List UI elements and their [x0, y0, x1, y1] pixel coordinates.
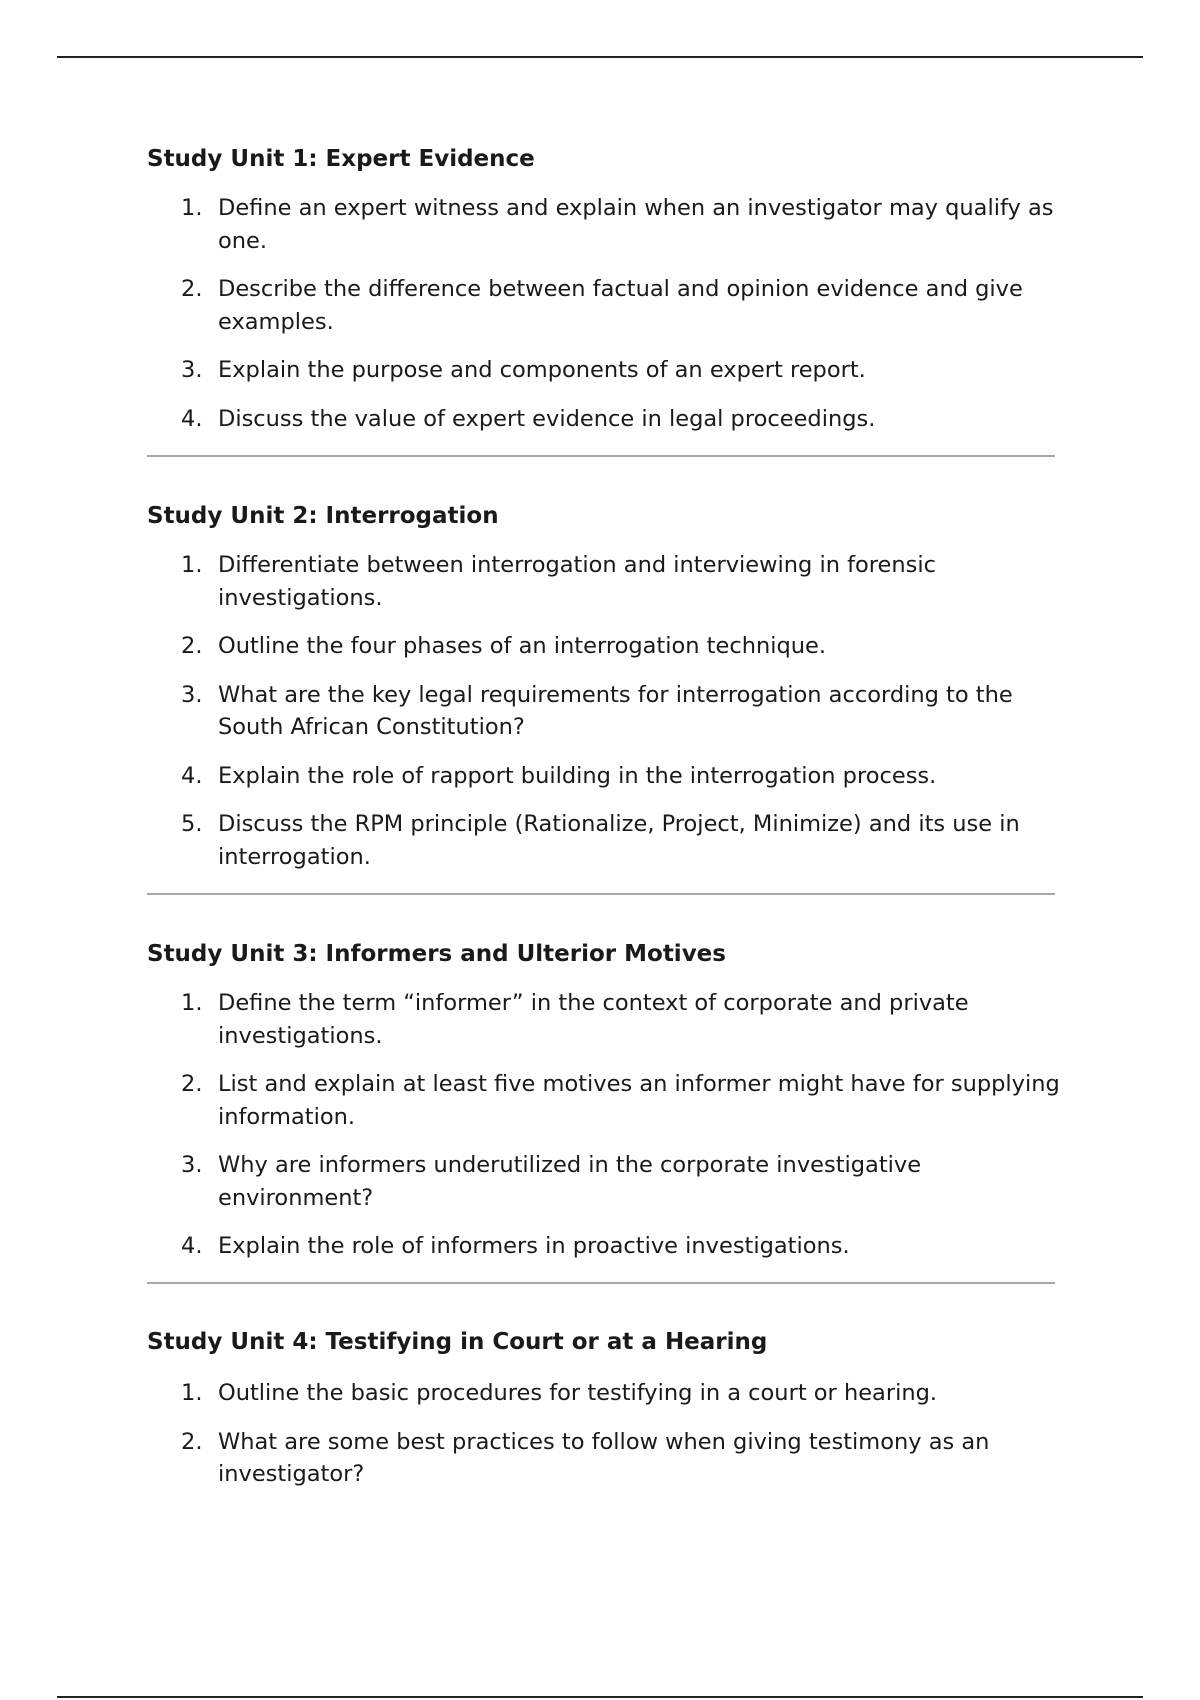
question-item: [0, 1149, 1200, 1214]
unit-4-question-list: [0, 1377, 1200, 1507]
question-item: [0, 630, 1200, 663]
question-item: [0, 679, 1200, 744]
question-item: [0, 354, 1200, 387]
question-text: Why are informers underutilized in the corporate investigative environment?: [218, 1152, 922, 1211]
question-text: Define the term “informer” in the context of corporate and private investigations.: [218, 990, 969, 1049]
unit-4-heading: Study Unit 4: Testifying in Court or at a Hearing: [147, 1329, 768, 1355]
section-divider: [147, 893, 1055, 895]
question-item: [0, 1377, 1200, 1410]
question-item: [0, 808, 1200, 873]
question-number: 3.: [181, 357, 203, 383]
unit-3-question-list: [0, 987, 1200, 1279]
question-item: [0, 1230, 1200, 1263]
question-number: 2.: [181, 633, 203, 659]
question-number: 1.: [181, 552, 203, 578]
question-item: [0, 273, 1200, 338]
question-number: 2.: [181, 1428, 203, 1455]
question-text: Define an expert witness and explain when an investigator may qualify as one.: [218, 195, 1054, 254]
question-number: 5.: [181, 811, 203, 837]
question-number: 3.: [181, 681, 203, 708]
question-number: 1.: [181, 990, 203, 1016]
question-text: Explain the purpose and components of an expert report.: [218, 357, 866, 383]
question-item: [0, 403, 1200, 436]
question-item: [0, 987, 1200, 1052]
page-bottom-rule: [57, 1696, 1143, 1698]
question-text: List and explain at least five motives an informer might have for supplying information.: [218, 1071, 1060, 1130]
question-text: Explain the role of rapport building in the interrogation process.: [218, 762, 937, 789]
question-text: Outline the four phases of an interrogation technique.: [218, 633, 827, 659]
question-item: [0, 1068, 1200, 1133]
question-text: What are some best practices to follow when giving testimony as an investigator?: [218, 1428, 990, 1487]
question-number: 2.: [181, 276, 203, 302]
question-item: [0, 192, 1200, 257]
unit-3-heading: Study Unit 3: Informers and Ulterior Motives: [147, 941, 726, 967]
question-text: Explain the role of informers in proactive investigations.: [218, 1233, 850, 1259]
question-item: [0, 549, 1200, 614]
page-top-rule: [57, 56, 1143, 58]
section-divider: [147, 455, 1055, 457]
question-number: 4.: [181, 1233, 203, 1259]
question-number: 2.: [181, 1071, 203, 1097]
unit-1-heading: Study Unit 1: Expert Evidence: [147, 146, 535, 172]
unit-2-heading: Study Unit 2: Interrogation: [147, 503, 499, 529]
question-text: Discuss the value of expert evidence in legal proceedings.: [218, 405, 876, 432]
unit-2-question-list: [0, 549, 1200, 889]
unit-1-question-list: [0, 192, 1200, 451]
question-text: Describe the difference between factual and opinion evidence and give examples.: [218, 276, 1023, 335]
question-item: [0, 760, 1200, 793]
question-number: 1.: [181, 195, 203, 221]
question-number: 1.: [181, 1380, 203, 1406]
question-number: 3.: [181, 1152, 203, 1178]
question-text: What are the key legal requirements for interrogation according to the South African Constitution?: [218, 681, 1013, 740]
question-text: Discuss the RPM principle (Rationalize, Project, Minimize) and its use in interrogation.: [218, 811, 1020, 870]
section-divider: [147, 1282, 1055, 1284]
question-number: 4.: [181, 405, 203, 432]
question-number: 4.: [181, 762, 203, 789]
question-item: [0, 1426, 1200, 1491]
question-text: Outline the basic procedures for testifying in a court or hearing.: [218, 1380, 938, 1406]
question-text: Differentiate between interrogation and interviewing in forensic investigations.: [218, 552, 937, 611]
